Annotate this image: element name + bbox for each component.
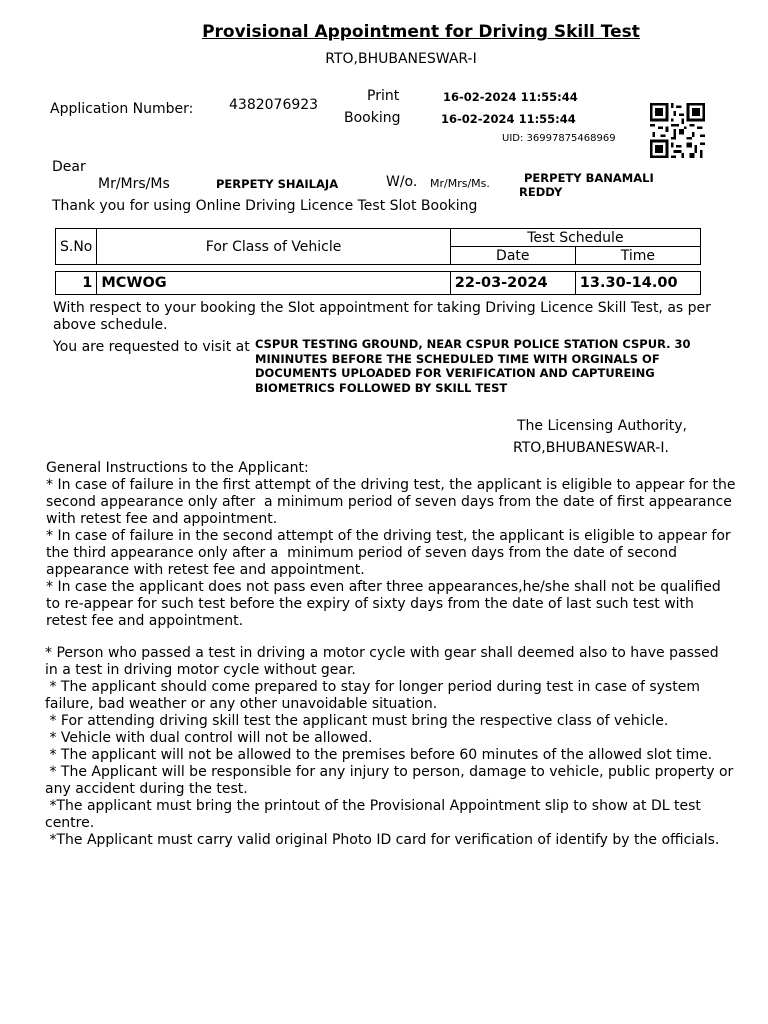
- visit-text: You are requested to visit at: [53, 339, 250, 355]
- row-sno: 1: [56, 272, 97, 295]
- header-class: For Class of Vehicle: [97, 229, 450, 265]
- header-test-schedule: Test Schedule: [450, 229, 700, 247]
- print-time: 16-02-2024 11:55:44: [443, 90, 578, 104]
- office-name: RTO,BHUBANESWAR-I: [325, 51, 477, 67]
- schedule-table: [55, 228, 701, 295]
- authority-line2: RTO,BHUBANESWAR-I.: [513, 440, 669, 456]
- print-label: Print: [367, 88, 400, 104]
- relative-name-line1: PERPETY BANAMALI: [524, 171, 654, 185]
- row-time: 13.30-14.00: [575, 272, 700, 295]
- application-number-label: Application Number:: [50, 101, 194, 117]
- page-title: Provisional Appointment for Driving Skill Test: [202, 22, 640, 42]
- booking-time: 16-02-2024 11:55:44: [441, 112, 576, 126]
- relation-label: W/o.: [386, 174, 418, 190]
- qr-code-icon: [650, 103, 705, 158]
- table-row: [56, 272, 701, 295]
- header-sno: S.No: [56, 229, 97, 265]
- header-time: Time: [575, 247, 700, 265]
- applicant-name: PERPETY SHAILAJA: [216, 177, 339, 191]
- thanks-text: Thank you for using Online Driving Licence Test Slot Booking: [52, 198, 478, 214]
- application-number-value: 4382076923: [229, 97, 319, 113]
- instructions-block-2: * Person who passed a test in driving a motor cycle with gear shall deemed also to have passed in a test in driving motor cycle without gear. * The applicant should come prepared to stay for longer period during test in case of system failure, bad weather or any other unavoidable situation. * For attending driving skill test the applicant must bring the respective class of vehicle. * Vehicle with dual control will not be allowed. * The applicant will not be allowed to the premises before 60 minutes of the allowed slot time. * The Applicant will be responsible for any injury to person, damage to vehicle, public property or any accident during the test. *The applicant must bring the printout of the Provisional Appointment slip to show at DL test centre. *The Applicant must carry valid original Photo ID card for verification of identify by the officials.: [45, 645, 734, 848]
- instructions-block-1: General Instructions to the Applicant: * In case of failure in the first attempt of the driving test, the applicant is eligible to appear for the second appearance only after a minimum period of seven days from the date of first appearance with retest fee and appointment. * In case of failure in the second attempt of the driving test, the applicant is eligible to appear for the third appearance only after a minimum period of seven days from the date of second appearance with retest fee and appointment. * In case the applicant does not pass even after three appearances,he/she shall not be qualified to re-appear for such test before the expiry of sixty days from the date of last such test with retest fee and appointment.: [46, 460, 736, 629]
- authority-line1: The Licensing Authority,: [517, 418, 688, 434]
- relative-title: Mr/Mrs/Ms.: [430, 177, 490, 190]
- row-date: 22-03-2024: [450, 272, 575, 295]
- relative-name-line2: REDDY: [519, 185, 563, 199]
- booking-label: Booking: [344, 110, 401, 126]
- header-date: Date: [450, 247, 575, 265]
- applicant-title: Mr/Mrs/Ms: [98, 176, 170, 192]
- uid-text: UID: 36997875468969: [502, 133, 616, 144]
- dear-text: Dear: [52, 159, 86, 175]
- row-class: MCWOG: [97, 272, 450, 295]
- venue-text: CSPUR TESTING GROUND, NEAR CSPUR POLICE STATION CSPUR. 30 MININUTES BEFORE THE SCHEDULED TIME WITH ORGINALS OF DOCUMENTS UPLOADED FOR VERIFICATION AND CAPTUREING BIOMETRICS FOLLOWED BY SKILL TEST: [255, 337, 691, 395]
- respect-text: With respect to your booking the Slot appointment for taking Driving Licence Skill Test, as per above schedule.: [53, 300, 711, 333]
